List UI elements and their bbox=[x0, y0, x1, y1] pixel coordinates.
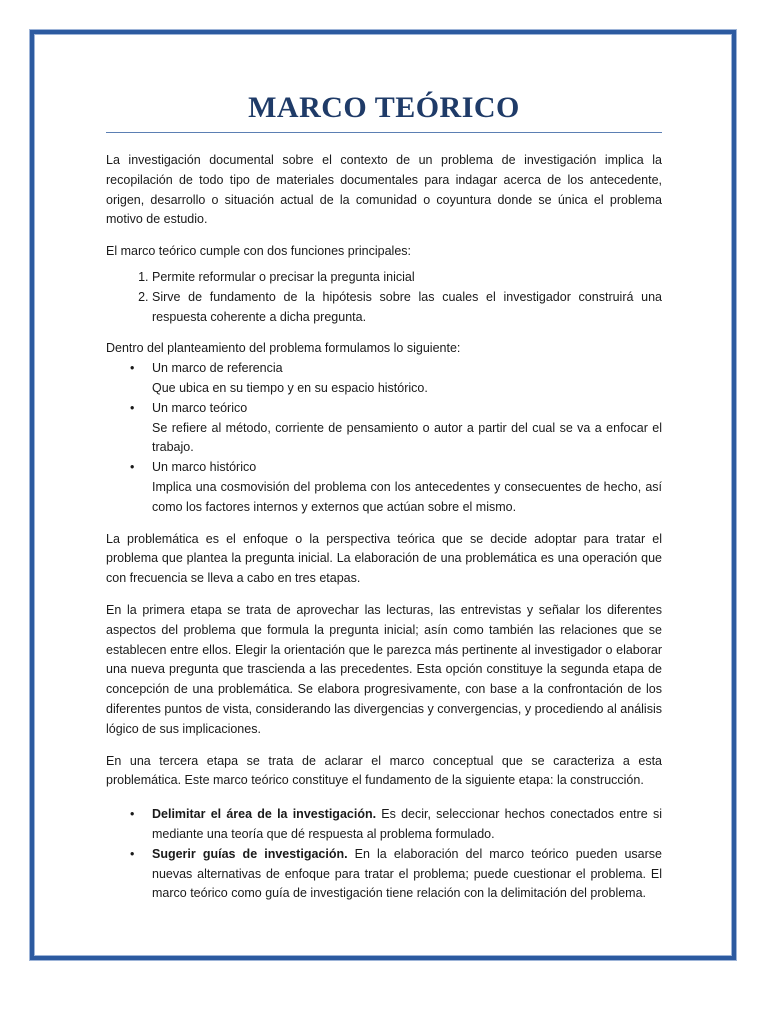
final-item bbox=[130, 845, 663, 904]
tercera-etapa-paragraph: En una tercera etapa se trata de aclarar el marco conceptual que se caracteriza a esta problemática. Este marco teórico constituye el fundamento de la siguiente etapa: la construcción. bbox=[106, 753, 662, 788]
framework-list bbox=[106, 359, 662, 517]
final-desc: Es decir, seleccionar hechos conectados entre si mediante una teoría que dé respuesta al problema formulado. bbox=[152, 807, 662, 841]
function-item: 2. Sirve de fundamento de la hipótesis sobre las cuales el investigador construirá una respuesta coherente a dicha pregunta. bbox=[152, 288, 662, 328]
framework-lead: Dentro del planteamiento del problema formulamos lo siguiente: bbox=[106, 341, 461, 356]
framework-desc: Implica una cosmovisión del problema con los antecedentes y consecuentes de hecho, así como los factores internos y externos que actúan sobre el mismo. bbox=[152, 479, 662, 514]
framework-item bbox=[130, 359, 662, 399]
final-term: Sugerir guías de investigación. bbox=[152, 846, 348, 861]
bullet-icon: • bbox=[130, 807, 135, 822]
framework-desc: Se refiere al método, corriente de pensamiento o autor a partir del cual se va a enfocar el trabajo. bbox=[152, 420, 662, 455]
final-desc: En la elaboración del marco teórico pueden usarse nuevas alternativas de enfoque para tratar el problema; puede cuestionar el problema. El marco teórico como guía de investigación tiene relación con la delimitación del problema. bbox=[152, 846, 663, 901]
framework-term: Un marco teórico bbox=[152, 400, 248, 415]
final-item bbox=[130, 805, 662, 845]
functions-lead: El marco teórico cumple con dos funciones principales: bbox=[106, 244, 412, 259]
framework-item bbox=[130, 399, 662, 458]
page-title: MARCO TEÓRICO bbox=[248, 91, 520, 124]
functions-list bbox=[106, 268, 662, 327]
bullet-icon: • bbox=[130, 846, 135, 861]
final-term: Delimitar el área de la investigación. bbox=[152, 807, 377, 822]
bullet-icon: • bbox=[130, 400, 135, 415]
bullet-icon: • bbox=[130, 361, 135, 376]
title-rule bbox=[106, 132, 662, 133]
bullet-icon: • bbox=[130, 460, 135, 475]
function-item: 1. Permite reformular o precisar la pregunta inicial bbox=[152, 268, 662, 288]
primera-etapa-paragraph: En la primera etapa se trata de aprovechar las lecturas, las entrevistas y señalar los diferentes aspectos del problema que formula la pregunta inicial; asín como también las relaciones que se establecen entre ellos. Elegir la orientación que le parezca más pertinente al investigador o elaborar una nueva pregunta que trascienda a las precedentes. Esta opción constituye la segunda etapa de concepción de una problemática. Se elabora progresivamente, con base a la confrontación de los diferentes puntos de vista, considerando las divergencias y convergencias, y procediendo al análisis lógico de sus implicaciones. bbox=[106, 602, 662, 736]
document-body bbox=[106, 90, 662, 904]
framework-item bbox=[130, 458, 662, 517]
problematica-paragraph: La problemática es el enfoque o la perspectiva teórica que se decide adoptar para tratar el problema que plantea la pregunta inicial. La elaboración de una problemática es una operación que con frecuencia se lleva a cabo en tres etapas. bbox=[106, 531, 662, 586]
intro-paragraph: La investigación documental sobre el contexto de un problema de investigación implica la recopilación de todo tipo de materiales documentales para indagar acerca de los antecedente, origen, desarrollo o situación actual de la comunidad o coyuntura donde se única el problema motivo de estudio. bbox=[106, 153, 662, 227]
framework-term: Un marco histórico bbox=[152, 460, 257, 475]
framework-term: Un marco de referencia bbox=[152, 361, 283, 376]
final-list bbox=[106, 805, 662, 904]
framework-desc: Que ubica en su tiempo y en su espacio histórico. bbox=[152, 380, 428, 395]
